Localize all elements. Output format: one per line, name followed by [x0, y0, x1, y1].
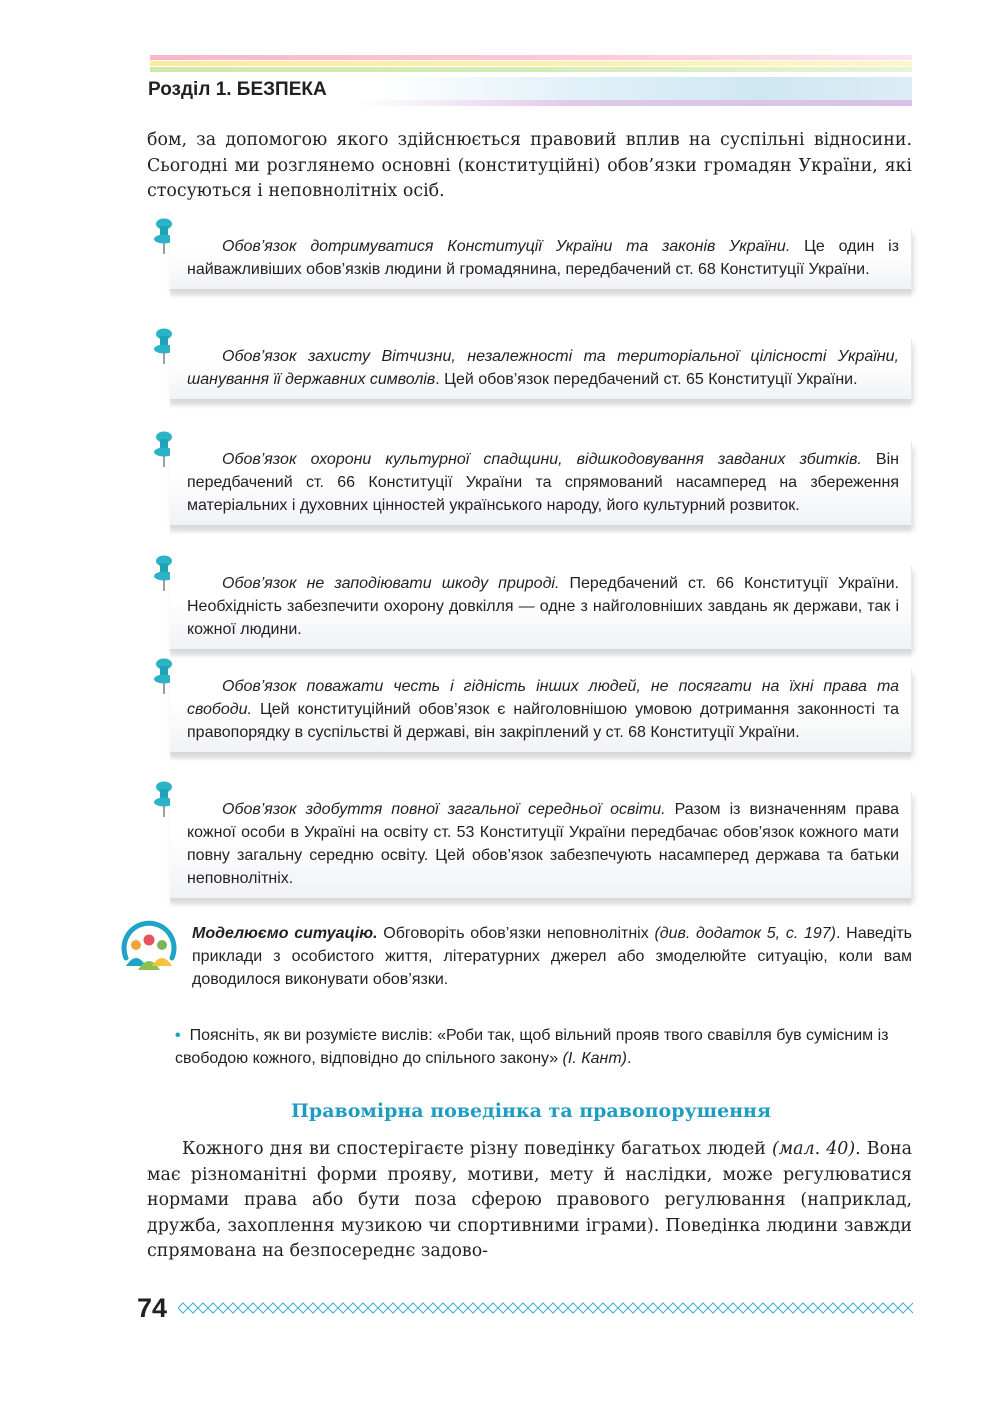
modeling-ref: (див. додаток 5, с. 197)	[654, 925, 836, 942]
note-box	[170, 566, 912, 649]
note-text	[187, 675, 899, 744]
note-body: Він передбачений ст. 66 Конституції України та спрямований насамперед на збереження матеріальних і духовних цінностей українського народу, його культурний розвиток.	[187, 451, 899, 514]
note-text	[187, 235, 899, 281]
bullet-text: Поясніть, як ви розумієте вислів: «Роби так, щоб вільний прояв твого свавілля був сумісним із свободою кожного, відповідно до спільного закону»	[175, 1027, 889, 1067]
note-italic: Обов’язок поважати честь і гідність інших людей, не посягати на їхні права та свободи.	[187, 678, 899, 718]
note-italic: Обов’язок дотримуватися Конституції України та законів України.	[222, 238, 791, 255]
note-body: Це один із найважливіших обов’язків людини й громадянина, передбачений ст. 68 Конституції України.	[187, 238, 899, 278]
note-box	[170, 792, 912, 898]
group-discussion-icon	[118, 918, 180, 980]
note-box	[170, 229, 912, 289]
note-body: . Цей обов’язок передбачений ст. 65 Конституції України.	[435, 371, 858, 388]
note-2	[160, 339, 912, 399]
figure-ref: (мал. 40)	[771, 1139, 856, 1159]
note-3	[160, 442, 912, 525]
note-italic: Обов’язок не заподіювати шкоду природі.	[222, 575, 560, 592]
zigzag-ornament	[178, 1302, 913, 1314]
note-text	[187, 572, 899, 641]
modeling-text-part: Обговоріть обов’язки неповнолітніх	[377, 925, 655, 942]
note-4	[160, 566, 912, 649]
note-text	[187, 448, 899, 517]
bullet-item	[175, 1024, 913, 1070]
note-body: Разом із визначенням права кожної особи в Україні на освіту ст. 53 Конституції України передбачає обов’язок кожного мати повну загальну середню освіту. Цей обов’язок забезпечують насамперед держава та батьки неповнолітніх.	[187, 801, 899, 887]
bullet-end: .	[627, 1050, 632, 1067]
body-text-part: Кожного дня ви спостерігаєте різну поведінку багатьох людей	[182, 1139, 772, 1159]
note-box	[170, 442, 912, 525]
note-1	[160, 229, 912, 289]
note-text	[187, 345, 899, 391]
bullet-author: (І. Кант)	[558, 1050, 628, 1067]
bullet-marker: •	[175, 1027, 181, 1044]
note-italic: Обов’язок охорони культурної спадщини, відшкодовування завданих збитків.	[222, 451, 862, 468]
header-band-accent	[355, 100, 912, 106]
page-number: 74	[137, 1293, 168, 1323]
body-paragraph	[147, 1137, 912, 1265]
header-stripes	[150, 55, 912, 77]
modeling-text-part: . Наведіть приклади з особистого життя, літературних джерел або змоделюйте ситуацію, коли вам доводилося виконувати обов’язки.	[192, 925, 913, 988]
subheading: Правомірна поведінка та правопорушення	[290, 1100, 772, 1122]
modeling-label: Моделюємо ситуацію.	[192, 925, 378, 942]
note-body: Цей конституційний обов’язок є найголовнішою умовою дотримання законності та правопорядку в суспільстві й державі, він закріплений у ст. 68 Конституції України.	[187, 701, 899, 741]
intro-paragraph: бом, за допомогою якого здійснюється правовий вплив на суспільні відносини. Сьогодні ми розглянемо основні (конституційні) обов’язки громадян України, які стосуються і неповнолітніх осіб.	[147, 130, 912, 201]
note-box	[170, 669, 912, 752]
modeling-text	[192, 922, 912, 991]
note-box	[170, 339, 912, 399]
note-5	[160, 669, 912, 752]
note-body: Передбачений ст. 66 Конституції України. Необхідність забезпечити охорону довкілля — одне з найголовніших завдань як держави, так і кожної людини.	[187, 575, 899, 638]
note-italic: Обов’язок захисту Вітчизни, незалежності та територіальної цілісності України, шанування її державних символів	[187, 348, 899, 388]
note-text	[187, 798, 899, 890]
body-text-part: . Вона має різноманітні форми прояву, мотиви, мету й наслідки, може регулюватися нормами права або бути поза сферою правового регулювання (наприклад, дружба, захоплення музикою чи спортивними іграми). Поведінка людини завжди спрямована на безпосереднє задово-	[147, 1139, 913, 1261]
note-6	[160, 792, 912, 898]
section-title: Розділ 1. БЕЗПЕКА	[148, 79, 327, 100]
note-italic: Обов’язок здобуття повної загальної середньої освіти.	[222, 801, 666, 818]
